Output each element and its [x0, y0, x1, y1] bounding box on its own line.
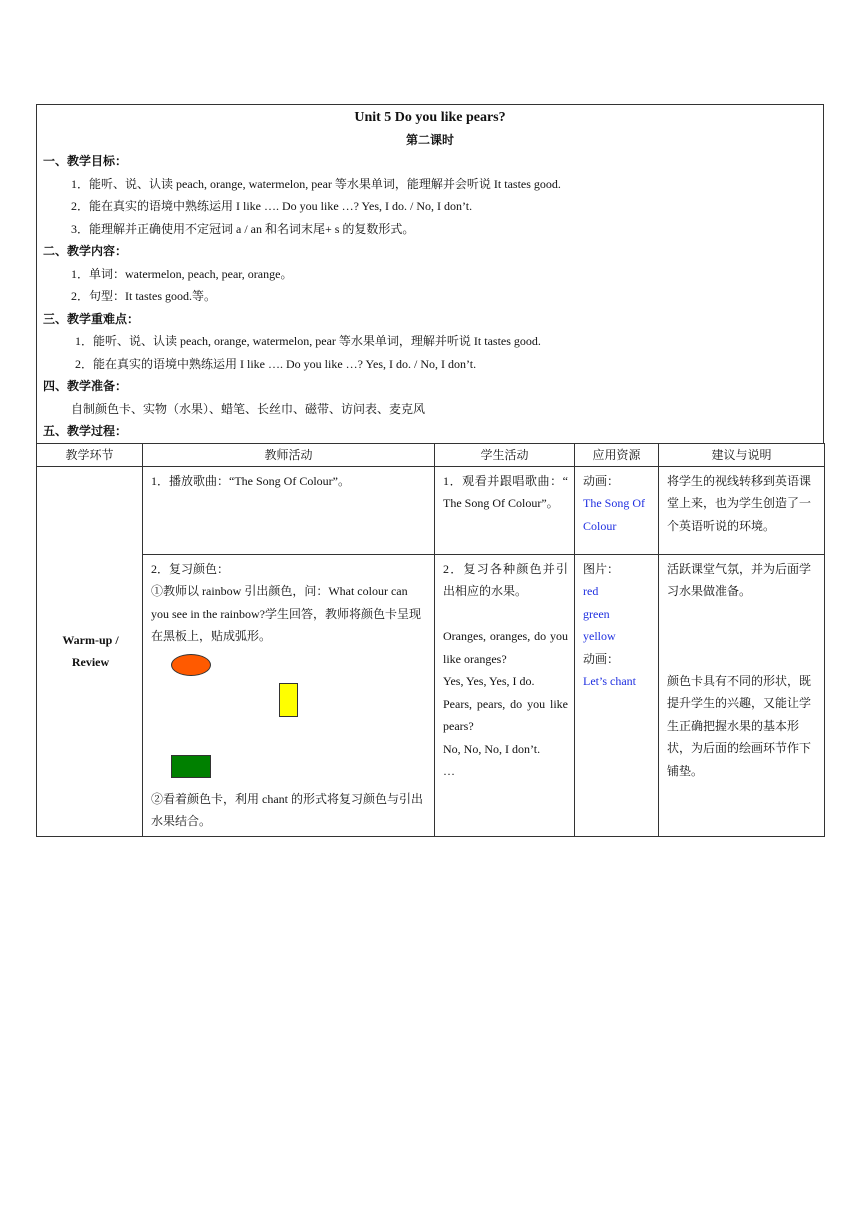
color-cards [151, 648, 428, 788]
resource-label: 图片： [583, 561, 620, 576]
green-rect-card [171, 755, 211, 778]
goal-item: 2．能在真实的语境中熟练运用 I like …. Do you like …? Yes, I do. / No, I don’t. [71, 199, 473, 213]
note-text: 活跃课堂气氛，并为后面学习水果做准备。 [667, 561, 812, 598]
goal-item: 3．能理解并正确使用不定冠词 a / an 和名词末尾+ s 的复数形式。 [71, 221, 415, 236]
student-text-line: Yes, Yes, Yes, I do. [443, 674, 535, 688]
student-text-line: No, No, No, I don’t. [443, 741, 541, 756]
stage-label-line: Review [71, 655, 110, 669]
resource-color-yellow[interactable]: yellow [583, 629, 616, 643]
orange-oval-card [171, 654, 211, 676]
teacher-activity-cell [143, 554, 435, 836]
resource-label: 动画： [583, 651, 620, 666]
section-prep-heading: 四、教学准备： [43, 379, 128, 393]
resource-cell [575, 466, 659, 554]
lesson-subtitle: 第二课时 [405, 133, 454, 147]
col-header-student: 学生活动 [435, 443, 575, 466]
teacher-text-line: ②看着颜色卡，利用 chant 的形式将复习颜色与引出水果结合。 [151, 791, 423, 828]
section-content-heading: 二、教学内容： [43, 244, 128, 258]
teacher-text-line: ①教师以 rainbow 引出颜色，问：What colour can you see in the rainbow?学生回答，教师将颜色卡呈现在黑板上，贴成弧形。 [151, 584, 421, 643]
student-text-line: Oranges, oranges, do you like oranges? [443, 629, 568, 666]
content-item: 1．单词：watermelon, peach, pear, orange。 [71, 266, 293, 281]
col-header-notes: 建议与说明 [659, 443, 825, 466]
table-row [37, 554, 825, 836]
resource-color-green[interactable]: green [583, 606, 610, 621]
stage-cell [37, 466, 143, 836]
content-item: 2．句型：It tastes good.等。 [71, 289, 216, 303]
section-process-heading: 五、教学过程： [43, 424, 128, 438]
prep-text: 自制颜色卡、实物（水果）、蜡笔、长丝巾、磁带、访问表、麦克风 [71, 401, 426, 416]
teacher-activity-cell: 1．播放歌曲：“The Song Of Colour”。 [143, 466, 435, 554]
note-text: 颜色卡具有不同的形状，既提升学生的兴趣，又能让学生正确把握水果的基本形状，为后面的绘画环节作下铺垫。 [667, 673, 812, 778]
student-text-line: Pears, pears, do you like pears? [443, 696, 568, 733]
goal-item: 1．能听、说、认读 peach, orange, watermelon, pear 等水果单词，能理解并会听说 It tastes good. [71, 176, 561, 191]
section-keypoints-heading: 三、教学重难点： [43, 311, 140, 326]
lesson-plan [36, 104, 824, 837]
table-header-row [37, 443, 825, 466]
resource-cell [575, 554, 659, 836]
stage-label-line: Warm-up / [62, 632, 119, 647]
student-text-line: 2．复习各种颜色并引出相应的水果。 [443, 561, 568, 598]
keypoint-item: 1．能听、说、认读 peach, orange, watermelon, pear 等水果单词，理解并听说 It tastes good. [75, 334, 541, 348]
notes-cell [659, 554, 825, 836]
resource-color-red[interactable]: red [583, 584, 599, 598]
student-activity-cell: 1．观看并跟唱歌曲：“ The Song Of Colour”。 [435, 466, 575, 554]
student-activity-cell [435, 554, 575, 836]
table-row [37, 466, 825, 554]
keypoint-item: 2．能在真实的语境中熟练运用 I like …. Do you like …? Yes, I do. / No, I don’t. [75, 356, 477, 371]
col-header-stage: 教学环节 [37, 443, 143, 466]
resource-link-chant[interactable]: Let’s chant [583, 674, 636, 688]
yellow-rect-card [279, 683, 298, 717]
student-text-line: … [443, 764, 455, 778]
resource-link-song[interactable]: The Song Of Colour [583, 496, 645, 533]
section-goals-heading: 一、教学目标： [43, 154, 128, 168]
process-table [36, 443, 825, 837]
resource-label: 动画： [583, 473, 620, 488]
page-title: Unit 5 Do you like pears? [354, 110, 506, 125]
blank-line [443, 603, 568, 626]
lesson-header-box [36, 104, 824, 443]
col-header-teacher: 教师活动 [143, 443, 435, 466]
teacher-text-line: 2．复习颜色： [151, 561, 230, 576]
col-header-resource: 应用资源 [575, 443, 659, 466]
note-spacer [667, 603, 818, 670]
notes-cell: 将学生的视线转移到英语课堂上来，也为学生创造了一个英语听说的环境。 [659, 466, 825, 554]
